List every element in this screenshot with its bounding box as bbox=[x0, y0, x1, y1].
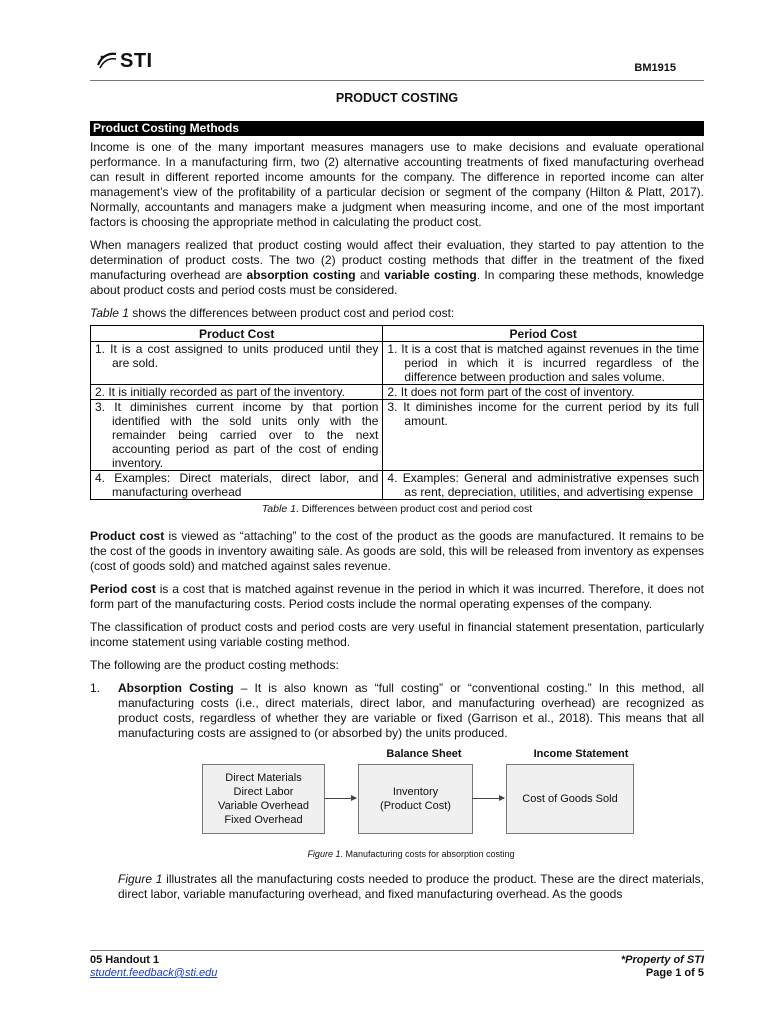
figure-ref: Figure 1 bbox=[118, 872, 163, 886]
term-absorption-costing: Absorption Costing bbox=[118, 681, 234, 695]
classification-paragraph: The classification of product costs and period costs are very useful in financial statement presentation, particularly income statement using variable costing method. bbox=[90, 620, 704, 649]
box-line: Direct Materials bbox=[225, 772, 302, 784]
caption-text: . Differences between product cost and period cost bbox=[295, 503, 533, 515]
cogs-box bbox=[506, 764, 634, 834]
box-line: Variable Overhead bbox=[218, 800, 309, 812]
cell-text: 4. Examples: Direct materials, direct labor, and manufacturing overhead bbox=[95, 471, 379, 499]
header-period-cost: Period Cost bbox=[383, 326, 704, 342]
text: When managers realized that product costing would affect their evaluation, they started to pay attention to the determination of product costs. The two (2) product costing methods that differ in the treatment of the fixed manufacturing overhead are bbox=[90, 238, 704, 282]
table-cell bbox=[383, 342, 704, 385]
income-statement-heading: Income Statement bbox=[533, 748, 629, 760]
table-header-row bbox=[91, 326, 704, 342]
cell-text: 2. It is initially recorded as part of the inventory. bbox=[95, 385, 345, 399]
caption-ref: Table 1 bbox=[261, 503, 296, 515]
page-label: Page bbox=[645, 967, 676, 979]
list-item bbox=[90, 681, 704, 902]
absorption-costing-figure bbox=[118, 747, 704, 845]
term-period-cost: Period cost bbox=[90, 582, 156, 596]
cell-text: 3. It diminishes income for the current period by its full amount. bbox=[387, 400, 699, 428]
caption-ref: Figure 1 bbox=[307, 849, 341, 859]
table-intro bbox=[90, 306, 704, 321]
text: shows the differences between product cost and period cost: bbox=[128, 306, 455, 320]
arrow-right-icon bbox=[324, 798, 356, 799]
box-line: Inventory bbox=[392, 786, 439, 798]
footer-right bbox=[621, 954, 704, 980]
cost-comparison-table bbox=[90, 325, 704, 500]
footer-left bbox=[90, 954, 217, 980]
table-row bbox=[91, 342, 704, 385]
sti-swoosh-icon bbox=[96, 51, 118, 71]
table-row bbox=[91, 400, 704, 471]
balance-sheet-heading: Balance Sheet bbox=[386, 748, 462, 760]
term-absorption: absorption costing bbox=[246, 268, 356, 282]
feedback-email-link[interactable]: student.feedback@sti.edu bbox=[90, 967, 218, 979]
arrow-right-icon bbox=[472, 798, 504, 799]
document-code: BM1915 bbox=[634, 62, 676, 74]
table-cell bbox=[91, 385, 383, 400]
page-total: of 5 bbox=[681, 967, 704, 979]
term-variable: variable costing bbox=[384, 268, 477, 282]
term-product-cost: Product cost bbox=[90, 529, 165, 543]
text: – It is also known as “full costing” or “conventional costing.” In this method, all manufacturing costs (i.e., direct materials, direct labor, and manufacturing overhead) are recognized as product costs, regardless of whether they are variable or fixed (Garrison et al., 2018). This means that all manufacturing costs are assigned to (or absorbed by) the units produced. bbox=[118, 681, 705, 740]
table-cell bbox=[91, 342, 383, 385]
table-cell bbox=[383, 385, 704, 400]
sti-logo bbox=[96, 50, 153, 72]
table-row bbox=[91, 471, 704, 500]
box-line: Direct Labor bbox=[233, 786, 294, 798]
product-cost-paragraph bbox=[90, 529, 704, 574]
document-body bbox=[90, 121, 704, 910]
inventory-box bbox=[358, 764, 473, 834]
footer-divider bbox=[90, 950, 704, 951]
methods-intro: The following are the product costing methods: bbox=[90, 658, 339, 672]
figure-caption bbox=[118, 847, 704, 862]
table-ref: Table 1 bbox=[90, 306, 129, 320]
table-cell bbox=[91, 400, 383, 471]
methods-list bbox=[90, 681, 704, 902]
logo-text: STI bbox=[120, 49, 153, 72]
intro-paragraph: Income is one of the many important measures managers use to make decisions and evaluate operational performance. In a manufacturing firm, two (2) alternative accounting treatments of fixed manufacturing overhead can result in different reported income amounts for the company. The difference in reported income can alter management’s view of the profitability of a particular decision or segment of the company (Hilton & Platt, 2017). Normally, accountants and managers make a judgment when measuring income, and one of the most important factors is choosing the appropriate method in calculating the product cost. bbox=[90, 140, 704, 229]
list-number: 1. bbox=[90, 681, 101, 695]
table-cell bbox=[383, 471, 704, 500]
header-product-cost: Product Cost bbox=[91, 326, 383, 342]
cell-text: 1. It is a cost that is matched against revenues in the time period in which it is incurred regardless of the difference between production and sales volume. bbox=[387, 342, 699, 384]
cell-text: 2. It does not form part of the cost of inventory. bbox=[387, 385, 635, 399]
table-caption bbox=[90, 502, 704, 517]
methods-paragraph bbox=[90, 238, 704, 298]
cell-text: 3. It diminishes current income by that portion identified with the sold units only with the remainder being carried over to the next accounting period as part of the cost of ending inventory. bbox=[95, 400, 379, 470]
caption-text: . Manufacturing costs for absorption costing bbox=[340, 849, 515, 859]
page-number bbox=[621, 967, 704, 980]
property-label: *Property of STI bbox=[620, 954, 704, 966]
page-current: 1 bbox=[675, 967, 682, 979]
manufacturing-costs-box bbox=[202, 764, 325, 834]
text: . In comparing these methods, knowledge about product costs and period costs must be considered. bbox=[90, 268, 704, 297]
table-cell bbox=[91, 471, 383, 500]
text: is viewed as “attaching” to the cost of the product as the goods are manufactured. It remains to be the cost of the goods in inventory awaiting sale. As goods are sold, this will be released from inventory as expenses (cost of goods sold) and matched against sales revenue. bbox=[90, 529, 704, 573]
header-divider bbox=[90, 80, 704, 81]
text: and bbox=[355, 268, 385, 282]
text: is a cost that is matched against revenue in the period in which it was incurred. Therefore, it does not form part of the manufacturing costs. Period costs include the normal operating expenses of the company. bbox=[90, 582, 704, 611]
cell-text: 4. Examples: General and administrative expenses such as rent, depreciation, utilities, and advertising expense bbox=[387, 471, 699, 499]
table-row bbox=[91, 385, 704, 400]
handout-label: 05 Handout 1 bbox=[90, 954, 160, 966]
period-cost-paragraph bbox=[90, 582, 704, 612]
box-line: (Product Cost) bbox=[380, 800, 451, 812]
cell-text: 1. It is a cost assigned to units produced until they are sold. bbox=[95, 342, 379, 370]
figure-paragraph bbox=[118, 872, 704, 902]
page-title: PRODUCT COSTING bbox=[335, 91, 459, 105]
section-heading: Product Costing Methods bbox=[90, 121, 704, 136]
table-cell bbox=[383, 400, 704, 471]
text: illustrates all the manufacturing costs needed to produce the product. These are the direct materials, direct labor, variable manufacturing overhead, and fixed manufacturing overhead. As the goods bbox=[118, 872, 704, 901]
box-line: Cost of Goods Sold bbox=[522, 793, 618, 805]
box-line: Fixed Overhead bbox=[224, 814, 303, 826]
